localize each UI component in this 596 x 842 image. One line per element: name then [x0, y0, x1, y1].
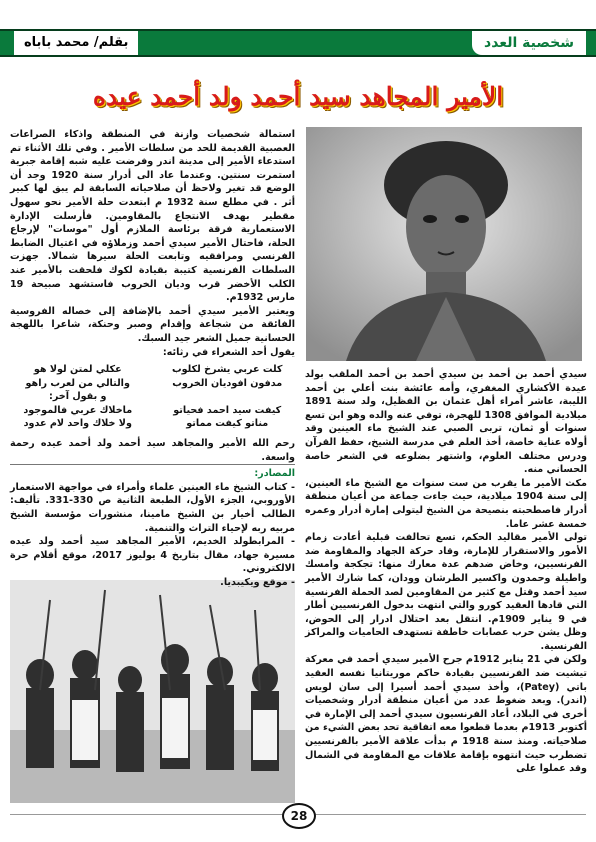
left-text-column — [10, 128, 296, 588]
poem-verse: والتالي من لعرب راهو — [25, 377, 130, 389]
source-item: - موقع ويكيبديا. — [220, 577, 295, 588]
paragraph: سيدي أحمد بن أحمد بن سيدي أحمد بن أحمد الملقب بولد عيدة الأكشاري المغفري، وأمه عائشة بنت أعلي بن أحمد الليبة، عاشر أمراء أهل عثمان بن الفظيل، ولد سنة 1891 ميلادية الموافق 1308 للهجرة، توفي عنه والده وهو ابن تسع سنوات أو ثمان، تربى الصبي عند الشيخ ماء العينين وقد أولاه عناية خاصة، أخذ العلم في مدرسة الشيخ، حفظ القرآن ودرس مختلف العلوم، واشتهر بضلوعه في الشعر خاصة الحساني منه. — [305, 369, 587, 476]
poem-verse — [160, 390, 296, 404]
poem-verse: مناتو كيفت مماتو — [186, 418, 269, 430]
article-title: الأمير المجاهد سيد أحمد ولد أحمد عيده — [92, 82, 504, 111]
right-text-column — [305, 368, 587, 808]
paragraph: استمالة شخصيات وازنة في المنطقة واذكاء الصراعات العصبية القديمة للحد من سلطات الأمير . وفي تلك الأثناء تم استدعاء الأمير إلى مدينة اندر وفرضت عليه شبه إقامة جبرية استمرت سنتين. وعندما عاد الى أدرار سنة 1920 وجد أن الوضع قد تغير ولاحظ أن صلاحياته السابقة لم يبق لها كبير أثر . في مطلع سنة 1932 م ابتعدت حلة الأمير نحو سهول مقطير بهدف الانتجاع بالمقاومين. فأرسلت الإدارة الاستعمارية فرقة برئاسة الملازم أول "موسات" لإرجاع الحلة، فاحتال الأمير سيدي أحمد وزملاؤه في اغتيال الضابط الفرنسي ومرافقيه وتابعت الحلة سيرها شمالا. جهزت السلطات الفرنسية كتيبة بقيادة لكوك فلحقت بالأمير عند الكلب الأخضر قرب وديان الخروب فاستشهد صبيحة 19 مارس 1932م. — [10, 129, 295, 304]
warriors-group-photo — [10, 580, 295, 803]
paragraph: ويعتبر الأمير سيدي أحمد بالإضافة إلى خصاله الفروسية الفائقة من شجاعة وإقدام وصبر وحنكة، شاعرا باللهجة الحسانية جميل الشعر جيد السبك. — [10, 305, 295, 344]
source-item: - المرابطولد الخديم، الأمير المجاهد سيد أحمد ولد عيده مسيرة جهاد، مقال بتاريخ 4 يوليوز 2017، موقع أقلام حرة الالكتروني. — [10, 536, 296, 575]
page-number: 28 — [282, 803, 316, 829]
portrait-illustration — [306, 127, 582, 361]
paragraph: تولى الأمير مقاليد الحكم، تسع تحالفت قبلية أعادت زمام الأمور والاستقرار للإمارة، وقاد حركة الجهاد والمقاومة ضد الفرنسيين، وخاض ضدهم عدة معارك منها: تجكجة وامسك واطيلة وحمدون واكسير الطرشان وودان، كما شارك الأمير سيد أحمد وقتل مع كثير من المقاومين لصد الحملة الفرنسية التي قادها العقيد كورو والتي انتهت بدخول الفرنسيين أطار في 9 يناير 1909م. انتقل بعد احتلال ادرار إلى الحوض، وظل يشن حرب عصابات خاطفة تستهدف الحاميات والمراكز الفرنسية. — [304, 532, 587, 652]
poem-verse: كيفت سيد احمد فحياتو — [173, 404, 282, 416]
source-item: - كتاب الشيخ ماء العينين علماء وأمراء في مواجهة الاستعمار الأوروبي، الجزء الأول، الطبعة الثانية ص 330-331. تأليف: الطالب أخيار بن الشيخ مامينا، منشورات مؤسسة الشيخ مربيه ربه لإحياء التراث والتنمية. — [10, 481, 295, 534]
portrait-photo — [306, 127, 582, 361]
paragraph: مكث الأمير ما يقرب من ست سنوات مع الشيخ ماء العينين، إلى سنة 1904 ميلادية، حيث جاءت جماعة من أعيان منطقة أدرار فاصطحبته بنصيحة من الشيخ ليتولى إمارة أدرار وعمره خمسة عشر عاما. — [305, 477, 587, 530]
sources-heading: المصادر: — [10, 464, 295, 481]
author-byline: بقلم/ محمد باباه — [14, 31, 138, 55]
poem-verse: و بقول آخر: — [49, 391, 107, 403]
poem-intro: يقول أحد الشعراء في رثائه: — [162, 346, 295, 358]
poem-verse: عكلي لمتن لولا هو — [33, 364, 122, 376]
poem-verse: مدفون افوديان الخروب — [172, 377, 283, 389]
poem-verse: ولا خلاك واحد لام عدود — [23, 418, 132, 430]
section-label: شخصية العدد — [472, 31, 586, 55]
group-illustration — [10, 580, 295, 803]
epitaph: رحم الله الأمير والمجاهد سيد أحمد ولد أحمد عيده رحمة واسعة. — [10, 438, 295, 463]
poem-verse: ماخلاك عربي فالموجود — [23, 404, 133, 416]
poem-verse: كلت عربي يشرخ لكلوب — [171, 364, 283, 376]
poem — [10, 363, 295, 431]
paragraph: ولكن في 21 يناير 1912م جرح الأمير سيدي أحمد في معركة تيشيت ضد الفرنسيين بقيادة حاكم موريتانيا نفسه العقيد باتي (Patey)، وأخذ سيدي أحمد أسيرا إلى سان لويس (اندر). وبعد ضغوط عدد من أعيان منطقة أدرار وشخصيات أخرى في البلاد، أعاد الفرنسيون سيدي أحمد إلى الإمارة في أكتوبر 1913م بعدما قطعوا معه اتفاقية تحد بعض الشيء من صلاحياته. ومنذ سنة 1918 م بدأت علاقة الأمير بالفرنسيين تضطرب حيث انتهوه بإقامة علاقات مع المقاومة في الشمال وقد عملوا على — [305, 654, 587, 775]
